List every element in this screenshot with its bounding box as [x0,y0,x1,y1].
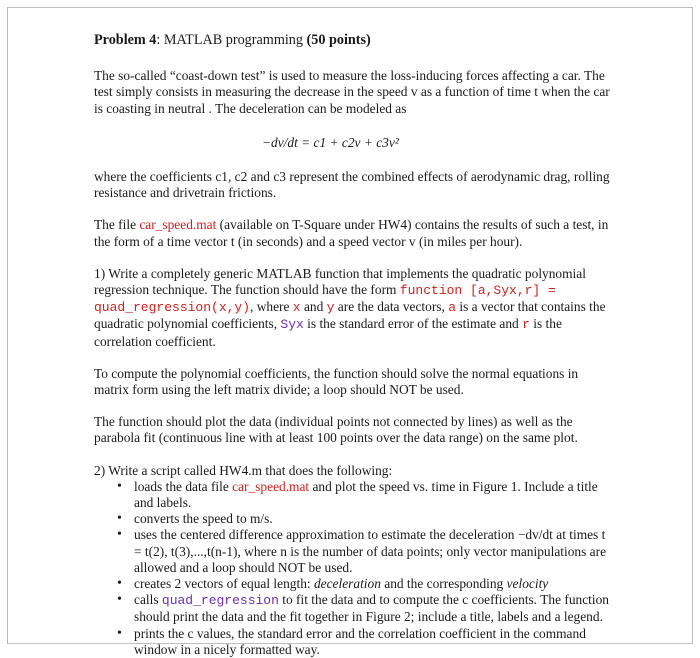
part1-text: and [300,299,327,315]
var-velocity: velocity [506,576,549,592]
deceleration-equation [94,135,614,151]
coefficients-paragraph: where the coefficients c1, c2 and c3 represent the combined effects of aerodynamic drag, rolling resistance and drivetrain frictions. [94,169,610,201]
problem-title [94,32,614,48]
normal-equations-paragraph: To compute the polynomial coefficients, the function should solve the normal equations in matrix form using the left matrix divide; a loop should NOT be used. [94,365,579,398]
bullet-text: loads the data file [134,478,233,494]
function-name: quad_regression [161,593,279,609]
equation-text: −dv/dt = c1 + c2v + c3v² [262,134,399,150]
function-signature: function [a,Syx,r] = quad_regression(x,y) [94,283,556,316]
spacer [94,250,614,266]
intro-paragraph: The so-called “coast-down test” is used to measure the loss-inducing forces affecting a car. The test simply consists in measuring the decrease in the speed v as a function of time t when the car is coasting in neutral . The deceleration can be modeled as [94,68,610,116]
spacer [94,398,614,414]
bullet-text: to fit the data and to compute the c coefficients. The function should print the data and the fit together in Figure 2; include a title, labels and a legend. [134,592,609,625]
bullet-text: and the corresponding [380,576,507,592]
bullet-text: calls [134,592,162,608]
var-y: y [326,300,335,316]
file-paragraph [94,217,614,249]
list-item [134,576,614,592]
part2-bullet-list [94,479,614,658]
part1-text: is the standard error of the estimate and [303,316,523,332]
var-a: a [448,300,457,316]
list-item [134,592,614,625]
part1-text: is a vector that contains the quadratic polynomial coefficients, [94,299,606,332]
spacer [94,447,614,463]
part1-text: are the data vectors, [334,299,449,315]
var-r: r [522,317,530,333]
data-file-name: car_speed.mat [139,217,217,233]
part1-text: , where [250,299,293,315]
spacer [94,350,614,366]
part2-intro: 2) Write a script called HW4.m that does the following: [94,462,393,478]
part1-paragraph [94,266,614,350]
bullet-text: and plot the speed vs. time in Figure 1. Include a title and labels. [134,478,598,511]
bullet-text: creates 2 vectors of equal length: [134,576,314,592]
part1-intro: 1) Write a completely generic MATLAB function that implements the quadratic polynomial regression technique. The function should have the form [94,265,586,298]
problem-points: (50 points) [306,32,371,48]
plot-requirements-paragraph: The function should plot the data (individual points not connected by lines) as well as the parabola fit (continuous line with at least 100 points over the data range) on the same plot. [94,414,578,446]
problem-topic: : MATLAB programming [156,32,307,48]
list-item: • converts the speed to m/s. [134,511,614,527]
file-lead: The file [94,217,140,233]
list-item: • prints the c values, the standard error and the correlation coefficient in the command window in a nicely formatted way. [134,626,614,658]
var-x: x [292,300,301,316]
list-item: • uses the centered difference approximation to estimate the deceleration −dv/dt at times t = t(2), t(3),...,t(n-1), where n is the number of data points; only vector manipulations are allowed and a loop should NOT be used. [134,527,614,576]
file-rest: (available on T-Square under HW4) contains the results of such a test, in the form of a time vector t (in seconds) and a speed vector v (in miles per hour). [94,217,609,249]
part1-text: is the correlation coefficient. [94,316,562,349]
document-page [7,7,693,657]
problem-content [94,32,614,658]
problem-heading: Problem 4 [94,32,157,48]
var-deceleration: deceleration [313,576,381,592]
data-file-name: car_speed.mat [232,478,310,494]
var-syx: Syx [280,317,304,333]
list-item [134,479,614,511]
spacer [94,201,614,217]
